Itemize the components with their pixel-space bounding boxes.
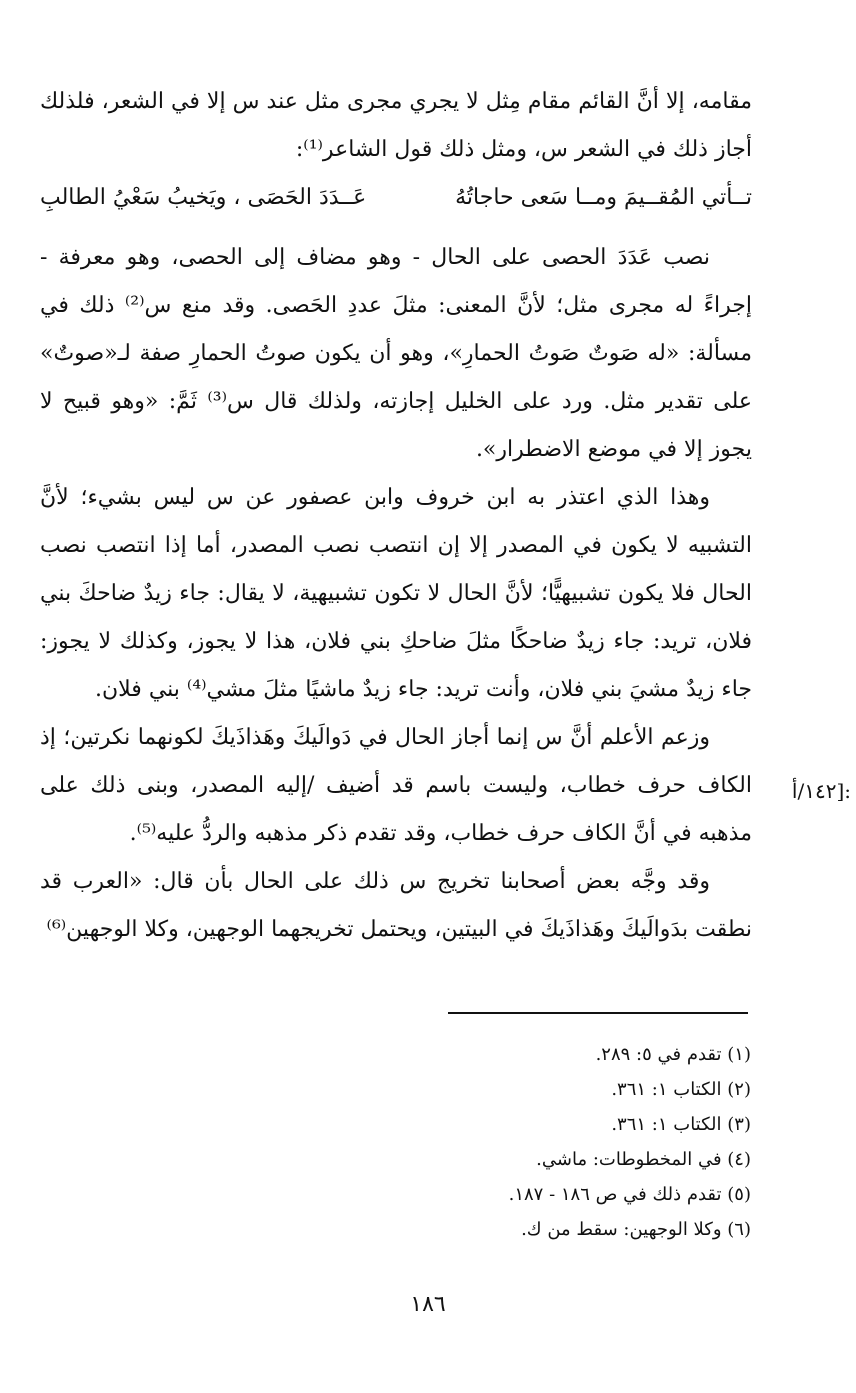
manuscript-folio-marker: ١٤٢/أ]: [791, 779, 851, 803]
footnotes [509, 1037, 751, 1247]
verse-hemistich-2: عَــدَدَ الحَصَى ، ويَخيبُ سَعْيُ الطالبِ [40, 185, 367, 210]
footnote-3: (٣) الكتاب ١: ٣٦١. [611, 1114, 751, 1135]
footnote-4: (٤) في المخطوطات: ماشي. [536, 1149, 751, 1170]
footnote-2: (٢) الكتاب ١: ٣٦١. [611, 1079, 751, 1100]
paragraph-5: وقد وجَّه بعض أصحابنا تخريج س ذلك على الحال بأن قال: «العرب قد نطقت بدَوالَيكَ وهَذاذَيكَ في البيتين، ويحتمل تخريجهما الوجهين، وكلا الوجهين⁽⁶⁾ [40, 869, 752, 942]
paragraph-3: وهذا الذي اعتذر به ابن خروف وابن عصفور عن س ليس بشيء؛ لأنَّ التشبيه لا يكون في المصدر إلا إن انتصب نصب المصدر، أما إذا انتصب نصب الحال فلا يكون تشبيهيًّا؛ لأنَّ الحال لا تكون تشبيهية، لا يقال: جاء زيدٌ ضاحكَ بني فلان، تريد: جاء زيدٌ ضاحكًا مثلَ ضاحكِ بني فلان، هذا لا يجوز، وكذلك لا يجوز: جاء زيدٌ مشيَ بني فلان، وأنت تريد: جاء زيدٌ ماشيًا مثلَ مشي⁽⁴⁾ بني فلان. [40, 485, 752, 702]
paragraph-2: نصب عَدَدَ الحصى على الحال - وهو مضاف إلى الحصى، وهو معرفة - إجراءً له مجرى مثل؛ لأنَّ المعنى: مثلَ عددِ الحَصى. وقد منع س⁽²⁾ ذلك في مسألة: «له صَوتٌ صَوتُ الحمارِ»، وهو أن يكون صوتُ الحمارِ صفة لـ«صوتٌ» على تقدير مثل. ورد على الخليل إجازته، ولذلك قال س⁽³⁾ ثَمَّ: «وهو قبيح لا يجوز إلا في موضع الاضطرار». [40, 245, 752, 462]
footnote-5: (٥) تقدم ذلك في ص ١٨٦ - ١٨٧. [508, 1184, 751, 1205]
verse-hemistich-1: تــأتي المُقــيمَ ومــا سَعى حاجاتُهُ [455, 185, 752, 210]
paragraph-1: مقامه، إلا أنَّ القائم مقام مِثل لا يجري مجرى مثل عند س إلا في الشعر، فلذلك أجاز ذلك في الشعر س، ومثل ذلك قول الشاعر⁽¹⁾: [40, 89, 752, 162]
paragraph-4: وزعم الأعلم أنَّ س إنما أجاز الحال في دَوالَيكَ وهَذاذَيكَ لكونهما نكرتين؛ إذ الكاف حرف خطاب، وليست باسم قد أضيف /إليه المصدر، وبنى ذلك على مذهبه في أنَّ الكاف حرف خطاب، وقد تقدم ذكر مذهبه والردُّ عليه⁽⁵⁾. [40, 725, 752, 846]
footnote-6: (٦) وكلا الوجهين: سقط من ك. [521, 1219, 751, 1240]
footnote-1: (١) تقدم في ٥: ٢٨٩. [595, 1044, 751, 1065]
page-number: ١٨٦ [410, 1292, 446, 1317]
footnote-divider [448, 1012, 748, 1014]
poetry-verse [40, 174, 752, 222]
main-text [40, 78, 752, 954]
